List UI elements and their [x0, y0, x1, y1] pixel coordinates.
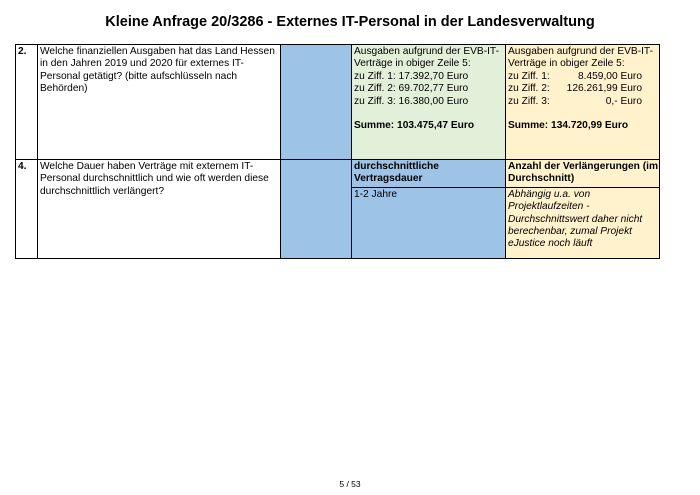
extensions-line: Durchschnittswert daher nicht [508, 213, 643, 225]
row-number: 2. [16, 45, 38, 160]
expense-line: Ausgaben aufgrund der EVB-IT- [508, 46, 653, 57]
extensions-line: Projektlaufzeiten - [508, 201, 590, 213]
question-line: durchschnittlich verlängert? [40, 185, 165, 197]
expenses-2019-cell [352, 45, 506, 160]
expense-item-value: 8.459,00 Euro [577, 70, 642, 82]
column-header: durchschnittliche [354, 161, 439, 172]
expense-sum: Summe: 134.720,99 Euro [508, 120, 629, 132]
row-number: 4. [16, 160, 38, 259]
table-row-4 [16, 160, 660, 188]
expense-line: Verträge in obiger Zeile 5: [508, 58, 625, 70]
question-line: Personal getätigt? (bitte aufschlüsseln nach [40, 70, 238, 82]
column-header: Durchschnitt) [508, 173, 575, 185]
duration-header-cell [352, 160, 506, 188]
expense-line: zu Ziff. 2: 69.702,77 Euro [354, 83, 469, 95]
expense-line: zu Ziff. 1: 17.392,70 Euro [354, 70, 469, 82]
expenses-2020-cell [506, 45, 660, 160]
expense-item [508, 83, 657, 95]
question-line: Welche finanziellen Ausgaben hat das Land Hessen [40, 46, 275, 57]
page-title: Kleine Anfrage 20/3286 - Externes IT-Personal in der Landesverwaltung [105, 14, 595, 30]
question-line: Personal durchschnittlich und wie oft werden diese [40, 173, 269, 185]
expense-item-label: zu Ziff. 1: [508, 70, 550, 82]
expense-sum: Summe: 103.475,47 Euro [354, 120, 475, 132]
question-line: Welche Dauer haben Verträge mit externem IT- [40, 161, 254, 172]
column-header: Anzahl der Verlängerungen (im [508, 161, 659, 172]
extensions-line: eJustice noch läuft [508, 238, 593, 250]
extensions-value-cell [506, 187, 660, 258]
expense-item-value: 126.261,99 Euro [566, 83, 642, 95]
question-line: in den Jahren 2019 und 2020 für externes IT- [40, 58, 244, 70]
extensions-line: berechenbar, zumal Projekt [508, 226, 633, 238]
extensions-header-cell [506, 160, 660, 188]
blue-cell [281, 45, 352, 160]
expense-line: Verträge in obiger Zeile 5: [354, 58, 471, 70]
expense-item [508, 96, 657, 108]
table-row-2 [16, 45, 660, 160]
duration-value-cell [352, 187, 506, 258]
duration-value: 1-2 Jahre [354, 188, 398, 200]
question-cell [38, 160, 281, 259]
page-number: 5 / 53 [339, 479, 361, 489]
expense-item-label: zu Ziff. 2: [508, 83, 550, 95]
expense-item [508, 71, 657, 83]
expense-line: zu Ziff. 3: 16.380,00 Euro [354, 95, 469, 107]
question-line: Behörden) [40, 83, 88, 95]
expense-line: Ausgaben aufgrund der EVB-IT- [354, 46, 499, 57]
question-cell [38, 45, 281, 160]
expense-item-label: zu Ziff. 3: [508, 95, 550, 107]
column-header: Vertragsdauer [354, 173, 423, 185]
expense-item-value: 0,- Euro [605, 95, 642, 107]
blue-cell [281, 160, 352, 259]
extensions-line: Abhängig u.a. von [508, 188, 591, 200]
answer-table [15, 44, 660, 259]
